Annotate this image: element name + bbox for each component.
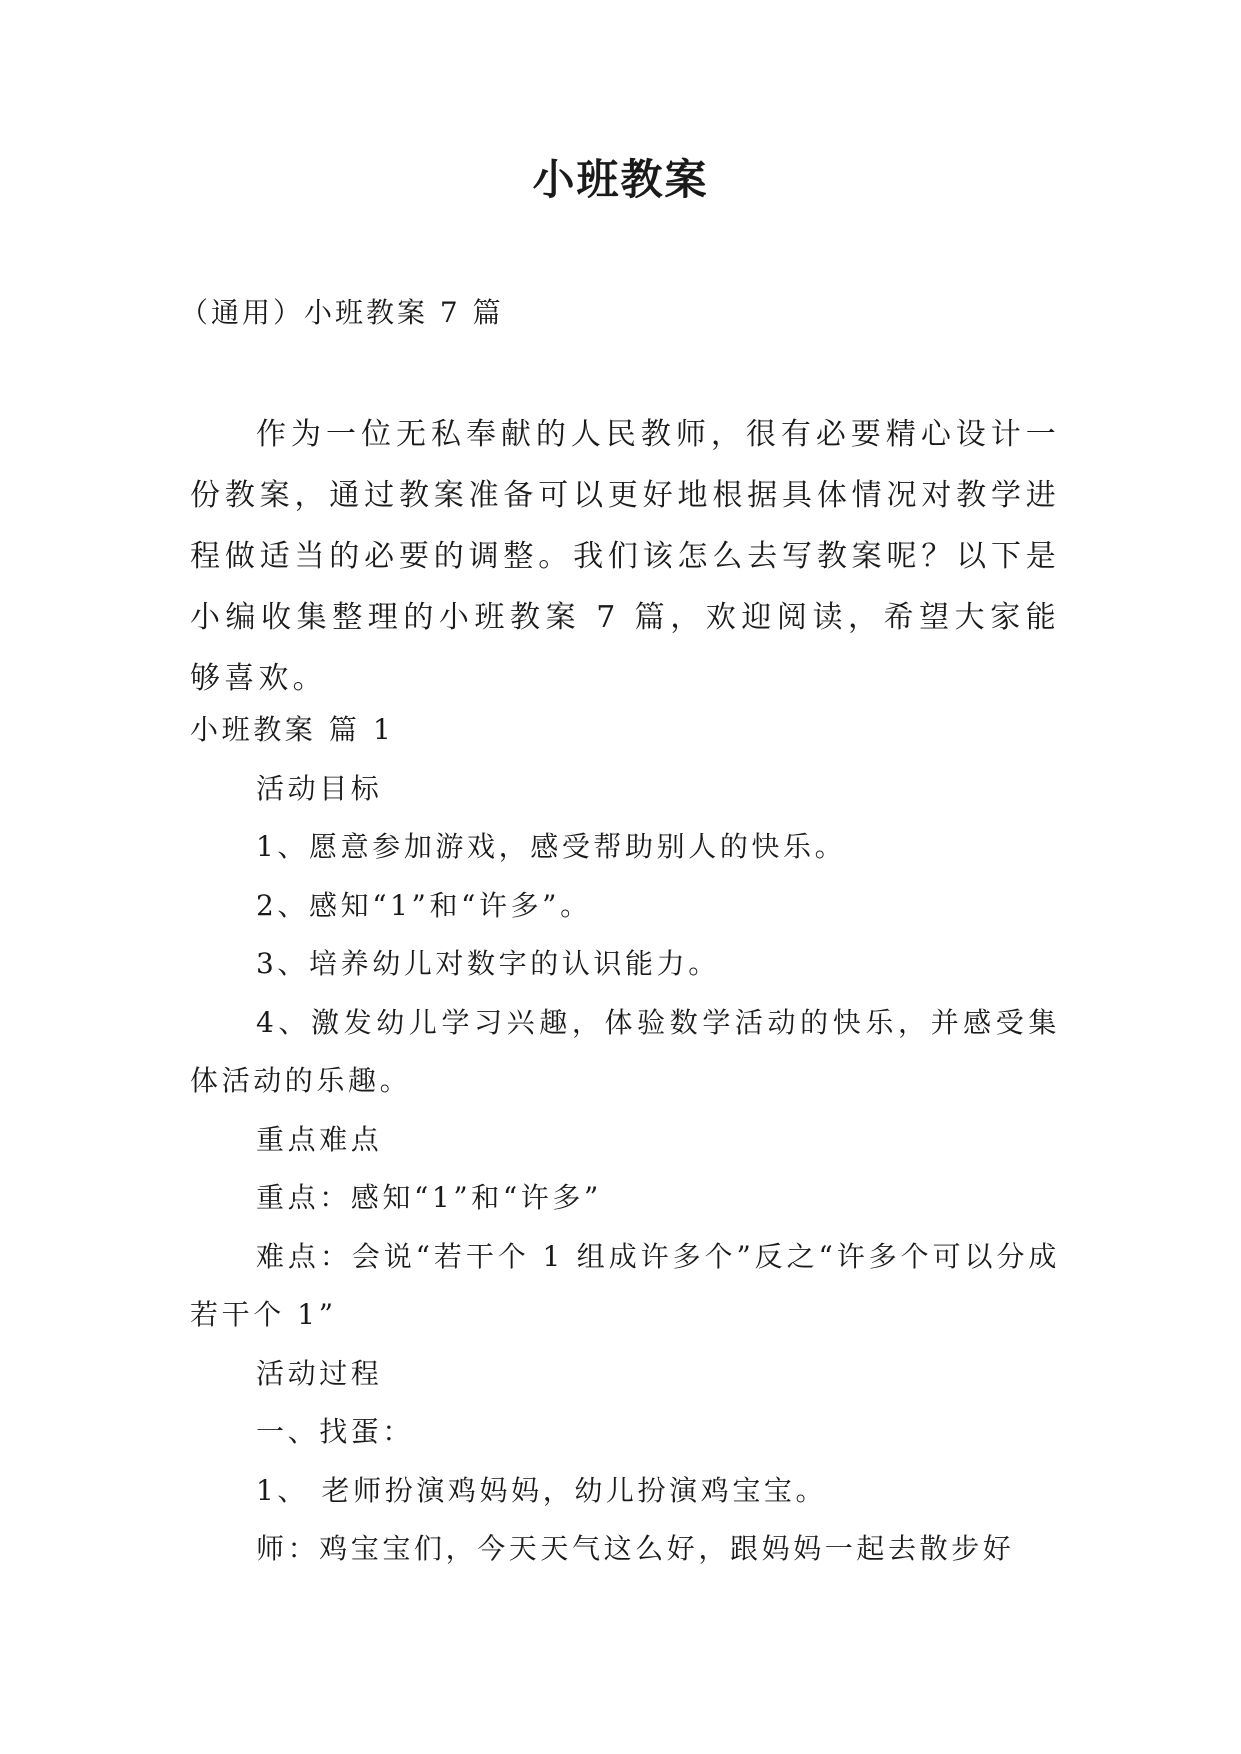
intro-paragraph: 作为一位无私奉献的人民教师，很有必要精心设计一份教案，通过教案准备可以更好地根据具体情况对教学进程做适当的必要的调整。我们该怎么去写教案呢？以下是小编收集整理的小班教案 7 篇，欢迎阅读，希望大家能够喜欢。 <box>190 417 1060 696</box>
heading-key-points: 重点难点 <box>256 1122 383 1156</box>
key-point-item: 重点：感知“1”和“许多” <box>256 1181 602 1214</box>
heading-activity-goals: 活动目标 <box>256 771 383 805</box>
document-title: 小班教案 <box>532 155 709 204</box>
section-heading: 小班教案 篇 1 <box>190 713 395 746</box>
process-step: 一、找蛋： <box>256 1415 415 1448</box>
difficulty-item: 难点：会说“若干个 1 组成许多个”反之“许多个可以分成若干个 1” <box>190 1239 1060 1331</box>
dialogue-line: 师：鸡宝宝们，今天天气这么好，跟妈妈一起去散步好 <box>256 1532 1015 1565</box>
goal-item: 3、培养幼儿对数字的认识能力。 <box>256 947 720 980</box>
section-body <box>190 701 1060 1579</box>
process-item: 1、 老师扮演鸡妈妈，幼儿扮演鸡宝宝。 <box>256 1473 828 1507</box>
document-subtitle: （通用）小班教案 7 篇 <box>180 296 504 329</box>
heading-activity-process: 活动过程 <box>256 1356 383 1390</box>
goal-item: 1、愿意参加游戏，感受帮助别人的快乐。 <box>256 830 847 863</box>
goal-item: 2、感知“1”和“许多”。 <box>256 888 592 922</box>
goal-item: 4、激发幼儿学习兴趣，体验数学活动的快乐，并感受集体活动的乐趣。 <box>190 1005 1060 1097</box>
